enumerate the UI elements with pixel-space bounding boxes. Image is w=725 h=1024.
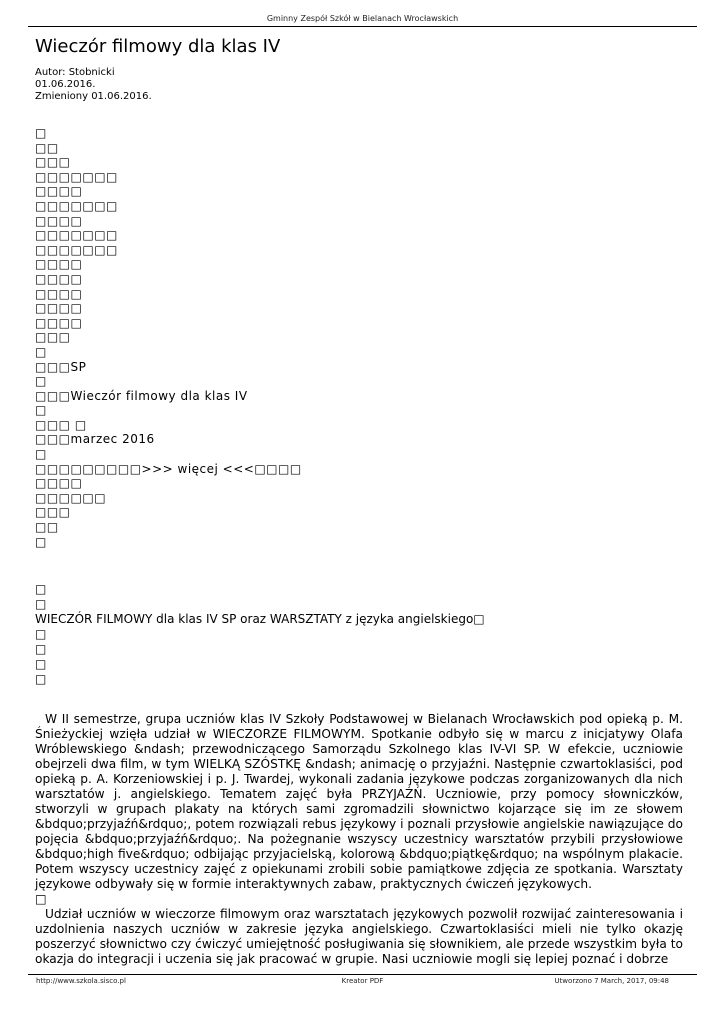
box-line: □□□□□□□ (35, 242, 118, 257)
box-line: □□□Wieczór filmowy dla klas IV (35, 388, 248, 403)
box-line: □□□□ (35, 286, 83, 301)
box-line: □ (35, 403, 47, 418)
article-body (35, 712, 683, 967)
headline-line: □ (35, 657, 47, 671)
header-rule (28, 26, 697, 27)
box-line: □ (35, 447, 47, 462)
box-line: □□□□ (35, 476, 83, 491)
box-line: □□□SP (35, 359, 87, 374)
box-line: □□□ (35, 330, 71, 345)
headline-line: □ (35, 582, 47, 596)
article-meta (35, 67, 152, 103)
headline-line: WIECZÓR FILMOWY dla klas IV SP oraz WARSZTATY z języka angielskiego□ (35, 612, 485, 626)
headline-line: □ (35, 642, 47, 656)
author-line: Autor: Stobnicki (35, 67, 115, 78)
box-line: □□□□□□ (35, 490, 107, 505)
headline-line: □ (35, 672, 47, 686)
box-line: □ (35, 344, 47, 359)
headline-line: □ (35, 597, 47, 611)
box-line: □ (35, 126, 47, 140)
box-line: □□□□□□□ (35, 228, 118, 243)
box-line: □□ (35, 140, 59, 155)
box-line: □□□□ (35, 213, 83, 228)
paragraph-2: Udział uczniów w wieczorze filmowym oraz warsztatach językowych pozwolił rozwijać zainteresowania i uzdolnienia naszych uczniów w zakresie języka angielskiego. Czwartoklasiści mieli nie tylko okazję poszerzyć słownictwo czy ćwiczyć umiejętność posługiwania się słownikiem, ale przede wszystkim była to okazja do integracji i uczenia się jak pracować w grupie. Nasi uczniowie mogli się lepiej poznać i dobrze (35, 907, 683, 966)
modified-date: Zmieniony 01.06.2016. (35, 91, 152, 102)
headline-line: □ (35, 627, 47, 641)
publish-date: 01.06.2016. (35, 79, 96, 90)
footer-url[interactable]: http://www.szkola.sisco.pl (36, 977, 126, 985)
box-line: □□□ (35, 155, 71, 170)
box-line: □□□ □ (35, 417, 87, 432)
headline-block (35, 582, 485, 687)
box-line: □□ (35, 520, 59, 535)
box-line: □□□marzec 2016 (35, 432, 155, 447)
footer-created: Utworzono 7 March, 2017, 09:48 (554, 977, 669, 985)
paragraph-1: W II semestrze, grupa uczniów klas IV Szkoły Podstawowej w Bielanach Wrocławskich pod opieką p. M. Śnieżyckiej wzięła udział w WIECZORZE FILMOWYM. Spotkanie odbyło się w marcu z inicjatywy Olafa Wróblewskiego &ndash; przewodniczącego Samorządu Szkolnego klas IV-VI SP. W efekcie, uczniowie obejrzeli dwa film, w tym WIELKĄ SZÓSTKĘ &ndash; animację o przyjaźni. Następnie czwartoklasiści, pod opieką p. A. Korzeniowskiej i p. J. Twardej, wykonali zadania językowe podczas zorganizowanych dla nich warsztatów j. angielskiego. Tematem zajęć była PRZYJAŹŃ. Uczniowie, przy pomocy słowniczków, stworzyli w grupach plakaty na których sami zgromadzili słownictwo kojarzące się im ze słowem &bdquo;przyjaźń&rdquo;, potem rozwiązali rebus językowy i poznali przysłowie angielskie nawiązujące do pojęcia &bdquo;przyjaźń&rdquo;. Na pożegnanie wszyscy uczestnicy warsztatów przybili przysłowiowe &bdquo;high five&rdquo; odbijając przyjacielską, kolorową &bdquo;piątkę&rdquo; na wspólnym plakacie. Potem wszyscy uczestnicy zajęć z opiekunami zrobili sobie pamiątkowe zdjęcia ze spotkania. Warsztaty językowe odbywały się w formie interaktywnych zabaw, praktycznych ćwiczeń językowych. (35, 712, 683, 891)
footer-rule (28, 974, 697, 975)
article-title: Wieczór filmowy dla klas IV (35, 36, 281, 57)
box-lines (35, 126, 302, 549)
footer-generator: Kreator PDF (341, 977, 384, 985)
box-line: □□□ (35, 505, 71, 520)
box-line: □□□□□□□ (35, 169, 118, 184)
box-line: □ (35, 374, 47, 389)
box-line: □ (35, 534, 47, 549)
box-line: □□□□□□□□□>>> więcej <<<□□□□ (35, 461, 302, 476)
box-line: □□□□ (35, 315, 83, 330)
box-line: □□□□ (35, 257, 83, 272)
box-line: □□□□ (35, 271, 83, 286)
box-line: □□□□□□□ (35, 198, 118, 213)
page-header: Gminny Zespół Szkół w Bielanach Wrocławskich (266, 14, 459, 23)
box-line: □□□□ (35, 301, 83, 316)
box-line: □□□□ (35, 184, 83, 199)
paragraph-separator: □ (35, 892, 47, 906)
